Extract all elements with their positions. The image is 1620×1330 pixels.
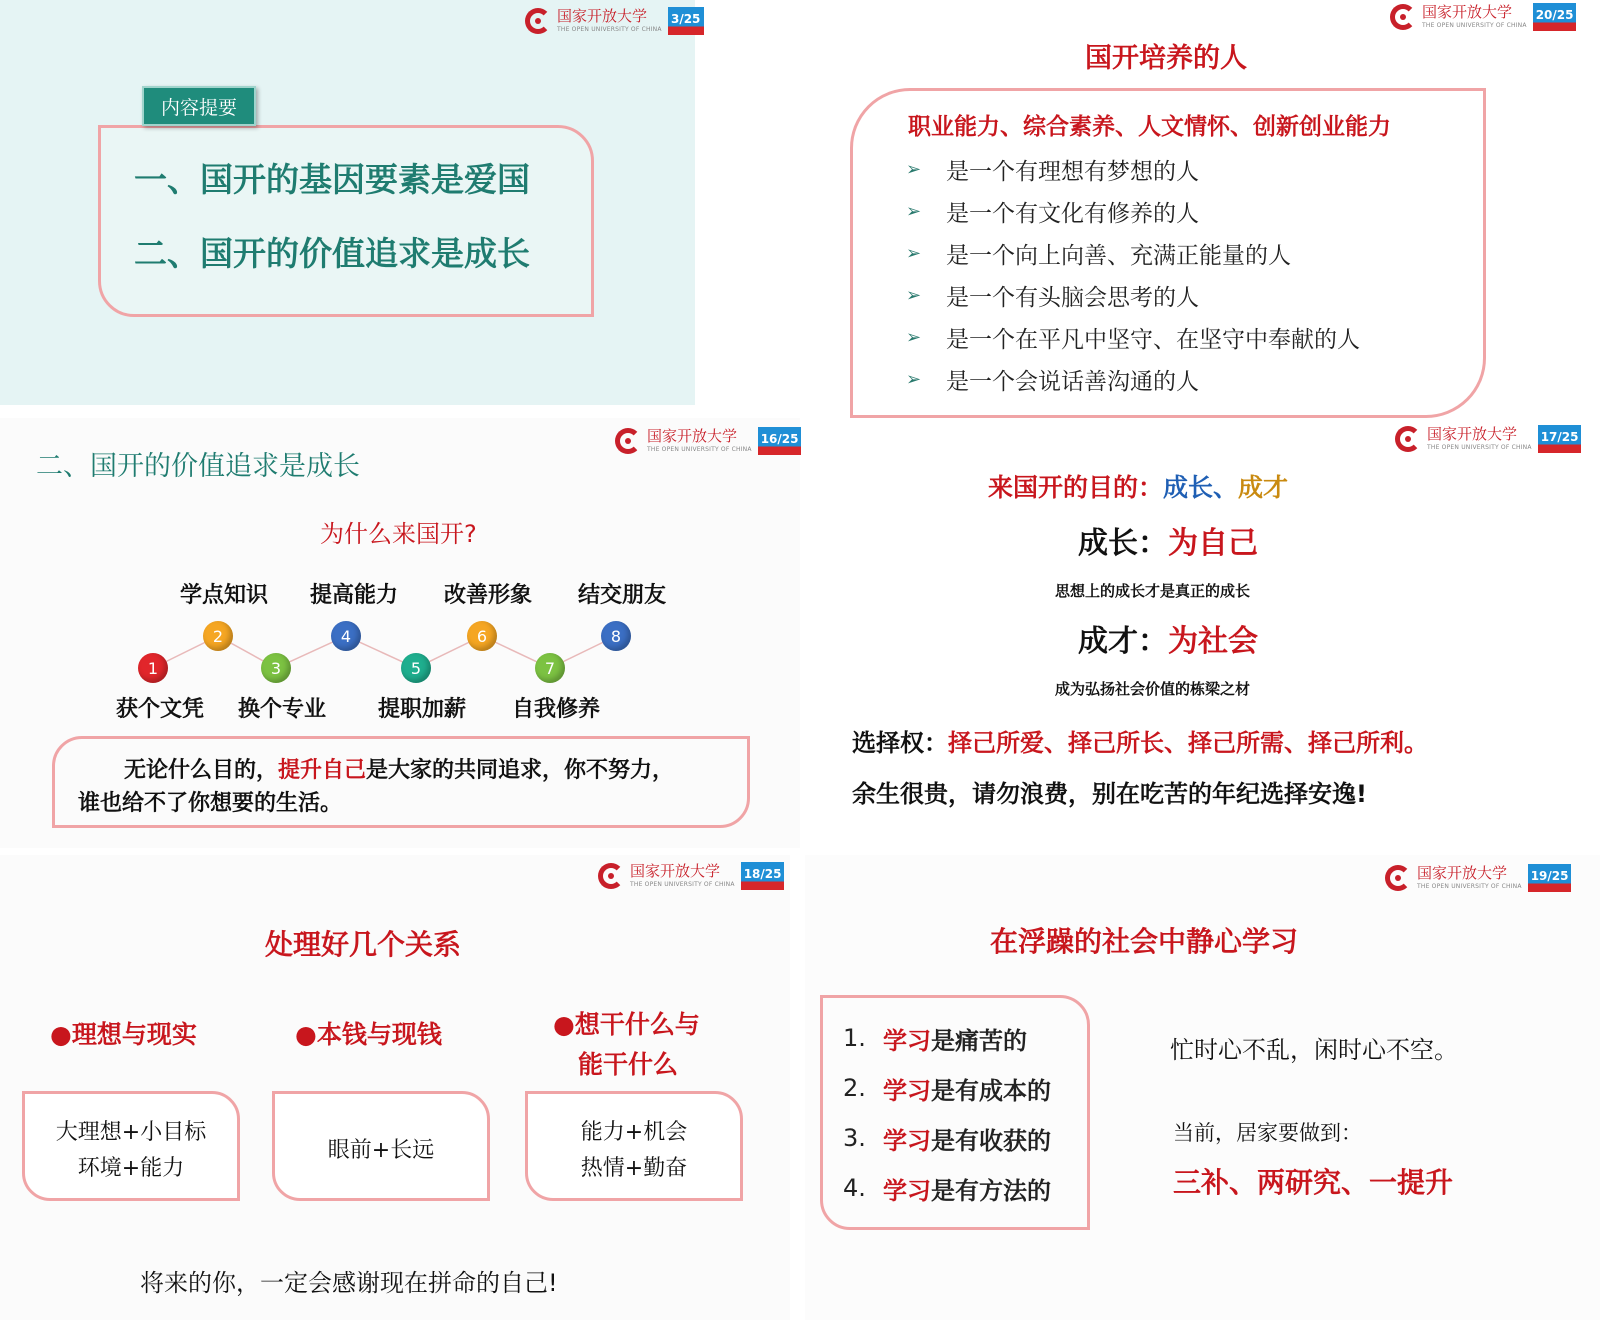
list-item-text: 是一个会说话善沟通的人 bbox=[946, 368, 1199, 395]
list-highlight: 学习 bbox=[883, 1076, 931, 1105]
relationship-box-3 bbox=[525, 1091, 743, 1201]
list-item bbox=[906, 232, 1360, 274]
purpose-growth: 成长 bbox=[1163, 473, 1214, 502]
calm-motto: 忙时心不乱，闲时心不空。 bbox=[1170, 1036, 1458, 1064]
university-emblem-icon bbox=[525, 8, 551, 34]
choice-line bbox=[852, 723, 1428, 758]
list-text: 是痛苦的 bbox=[931, 1026, 1027, 1055]
bullet-list bbox=[906, 148, 1360, 400]
list-number: 4. bbox=[843, 1174, 866, 1202]
logo-chinese-name: 国家开放大学 bbox=[1422, 3, 1513, 21]
conclusion-text-pre: 无论什么目的， bbox=[124, 758, 279, 783]
arrow-bullet-icon: ➢ bbox=[906, 242, 922, 264]
page-number: 18/25 bbox=[741, 862, 785, 890]
slide-purpose bbox=[810, 418, 1600, 838]
reason-2-marker: 2 bbox=[203, 621, 233, 651]
footer-motto: 将来的你，一定会感谢现在拼命的自己! bbox=[140, 1269, 558, 1297]
box-3-line-1: 能力+机会 bbox=[580, 1120, 688, 1145]
list-item bbox=[906, 190, 1360, 232]
slide-title: 国开培养的人 bbox=[1085, 43, 1247, 74]
university-emblem-icon bbox=[1395, 426, 1421, 452]
reason-7-label: 自我修养 bbox=[512, 697, 601, 722]
logo-english-name: THE OPEN UNIVERSITY OF CHINA bbox=[1417, 883, 1522, 890]
university-emblem-icon bbox=[1385, 865, 1411, 891]
slide-cultivated-person bbox=[810, 0, 1600, 418]
relationship-box-1 bbox=[22, 1091, 240, 1201]
box-1-line-2: 环境+能力 bbox=[77, 1156, 185, 1181]
logo-english-name: THE OPEN UNIVERSITY OF CHINA bbox=[557, 26, 662, 33]
reason-5-marker: 5 bbox=[401, 653, 431, 683]
contents-item-2: 二、国开的价值追求是成长 bbox=[134, 234, 530, 273]
university-logo bbox=[1395, 422, 1581, 456]
page-number: 19/25 bbox=[1528, 864, 1572, 892]
reason-8-marker: 8 bbox=[601, 621, 631, 651]
list-text: 是有方法的 bbox=[931, 1176, 1051, 1205]
choice-label: 选择权： bbox=[852, 729, 948, 757]
list-item bbox=[906, 358, 1360, 400]
logo-chinese-name: 国家开放大学 bbox=[630, 862, 721, 880]
purpose-talent: 成才 bbox=[1238, 473, 1289, 502]
topic-ideal-reality: ●理想与现实 bbox=[50, 1020, 197, 1049]
list-item-text: 是一个有理想有梦想的人 bbox=[946, 158, 1199, 185]
reason-4-marker: 4 bbox=[331, 621, 361, 651]
arrow-bullet-icon: ➢ bbox=[906, 284, 922, 306]
topic-want-can-line-2: 能干什么 bbox=[578, 1050, 679, 1079]
list-item-text: 是一个有头脑会思考的人 bbox=[946, 284, 1199, 311]
list-item bbox=[906, 274, 1360, 316]
list-item bbox=[843, 1113, 1051, 1163]
logo-english-name: THE OPEN UNIVERSITY OF CHINA bbox=[647, 446, 752, 453]
reason-8-label: 结交朋友 bbox=[578, 583, 667, 608]
list-text: 是有收获的 bbox=[931, 1126, 1051, 1155]
growth-label: 成长： bbox=[1078, 526, 1168, 561]
logo-chinese-name: 国家开放大学 bbox=[1427, 425, 1518, 443]
reason-4-label: 提高能力 bbox=[310, 583, 399, 608]
section-heading: 二、国开的价值追求是成长 bbox=[36, 451, 360, 482]
reason-6-marker: 6 bbox=[467, 621, 497, 651]
current-task-target: 三补、两研究、一提升 bbox=[1173, 1166, 1454, 1199]
list-highlight: 学习 bbox=[883, 1026, 931, 1055]
box-3-line-2: 热情+勤奋 bbox=[580, 1156, 688, 1181]
topic-want-can-line-1: ●想干什么与 bbox=[553, 1010, 700, 1039]
purpose-line bbox=[988, 468, 1288, 504]
conclusion-text-post: 是大家的共同追求，你不努力， bbox=[366, 758, 675, 783]
conclusion-line-1 bbox=[124, 753, 674, 784]
list-number: 2. bbox=[843, 1074, 866, 1102]
slide-contents bbox=[0, 0, 701, 405]
logo-chinese-name: 国家开放大学 bbox=[647, 427, 738, 445]
list-item bbox=[843, 1163, 1051, 1213]
growth-line bbox=[1078, 518, 1258, 562]
arrow-bullet-icon: ➢ bbox=[906, 200, 922, 222]
university-logo bbox=[598, 859, 784, 893]
list-highlight: 学习 bbox=[883, 1126, 931, 1155]
list-item-text: 是一个有文化有修养的人 bbox=[946, 200, 1199, 227]
current-task-label: 当前，居家要做到： bbox=[1173, 1121, 1362, 1145]
university-emblem-icon bbox=[1390, 4, 1416, 30]
contents-tag: 内容提要 bbox=[142, 86, 256, 126]
list-item bbox=[843, 1063, 1051, 1113]
conclusion-highlight: 提升自己 bbox=[278, 758, 367, 783]
slide-why-come bbox=[0, 418, 800, 848]
university-logo bbox=[525, 4, 704, 38]
list-item bbox=[843, 1013, 1051, 1063]
motto-line: 余生很贵，请勿浪费，别在吃苦的年纪选择安逸! bbox=[852, 780, 1367, 808]
list-number: 1. bbox=[843, 1024, 866, 1052]
reason-3-label: 换个专业 bbox=[238, 697, 327, 722]
list-item bbox=[906, 148, 1360, 190]
talent-line bbox=[1078, 616, 1258, 660]
arrow-bullet-icon: ➢ bbox=[906, 368, 922, 390]
page-number: 20/25 bbox=[1533, 3, 1577, 31]
reason-1-label: 获个文凭 bbox=[116, 697, 205, 722]
slide-title: 处理好几个关系 bbox=[265, 928, 462, 961]
page-number: 16/25 bbox=[758, 427, 802, 455]
study-list bbox=[843, 1013, 1051, 1213]
talent-label: 成才： bbox=[1078, 624, 1168, 659]
conclusion-line-2: 谁也给不了你想要的生活。 bbox=[78, 791, 343, 816]
box-1-line-1: 大理想+小目标 bbox=[55, 1120, 207, 1145]
logo-english-name: THE OPEN UNIVERSITY OF CHINA bbox=[1427, 444, 1532, 451]
slide-study bbox=[805, 855, 1600, 1320]
list-item-text: 是一个向上向善、充满正能量的人 bbox=[946, 242, 1291, 269]
growth-note: 思想上的成长才是真正的成长 bbox=[1055, 582, 1251, 600]
choice-value: 择己所爱、择己所长、择己所需、择己所利。 bbox=[948, 729, 1428, 757]
slide-relationships bbox=[0, 855, 790, 1320]
list-item-text: 是一个在平凡中坚守、在坚守中奉献的人 bbox=[946, 326, 1360, 353]
university-logo bbox=[1390, 0, 1576, 34]
university-logo bbox=[1385, 861, 1571, 895]
list-number: 3. bbox=[843, 1124, 866, 1152]
university-emblem-icon bbox=[598, 863, 624, 889]
box-2-line-1: 眼前+长远 bbox=[327, 1138, 435, 1163]
page-number: 3/25 bbox=[668, 7, 704, 35]
list-item bbox=[906, 316, 1360, 358]
slide-subtitle: 职业能力、综合素养、人文情怀、创新创业能力 bbox=[908, 114, 1391, 140]
reason-7-marker: 7 bbox=[535, 653, 565, 683]
question-title: 为什么来国开? bbox=[320, 520, 477, 548]
talent-value: 为社会 bbox=[1168, 624, 1258, 659]
list-text: 是有成本的 bbox=[931, 1076, 1051, 1105]
topic-capital-cash: ●本钱与现钱 bbox=[295, 1020, 442, 1049]
purpose-label: 来国开的目的： bbox=[988, 473, 1164, 502]
growth-value: 为自己 bbox=[1168, 526, 1258, 561]
slide-title: 在浮躁的社会中静心学习 bbox=[990, 925, 1299, 958]
reason-6-label: 改善形象 bbox=[444, 583, 533, 608]
reason-3-marker: 3 bbox=[261, 653, 291, 683]
page-number: 17/25 bbox=[1538, 425, 1582, 453]
reason-5-label: 提职加薪 bbox=[378, 697, 467, 722]
talent-note: 成为弘扬社会价值的栋梁之材 bbox=[1055, 680, 1251, 698]
arrow-bullet-icon: ➢ bbox=[906, 326, 922, 348]
logo-chinese-name: 国家开放大学 bbox=[1417, 864, 1508, 882]
purpose-separator: 、 bbox=[1213, 473, 1239, 502]
list-highlight: 学习 bbox=[883, 1176, 931, 1205]
reason-1-marker: 1 bbox=[138, 653, 168, 683]
logo-english-name: THE OPEN UNIVERSITY OF CHINA bbox=[1422, 22, 1527, 29]
logo-english-name: THE OPEN UNIVERSITY OF CHINA bbox=[630, 881, 735, 888]
contents-item-1: 一、国开的基因要素是爱国 bbox=[134, 160, 530, 199]
arrow-bullet-icon: ➢ bbox=[906, 158, 922, 180]
logo-chinese-name: 国家开放大学 bbox=[557, 7, 648, 25]
reason-2-label: 学点知识 bbox=[180, 583, 269, 608]
